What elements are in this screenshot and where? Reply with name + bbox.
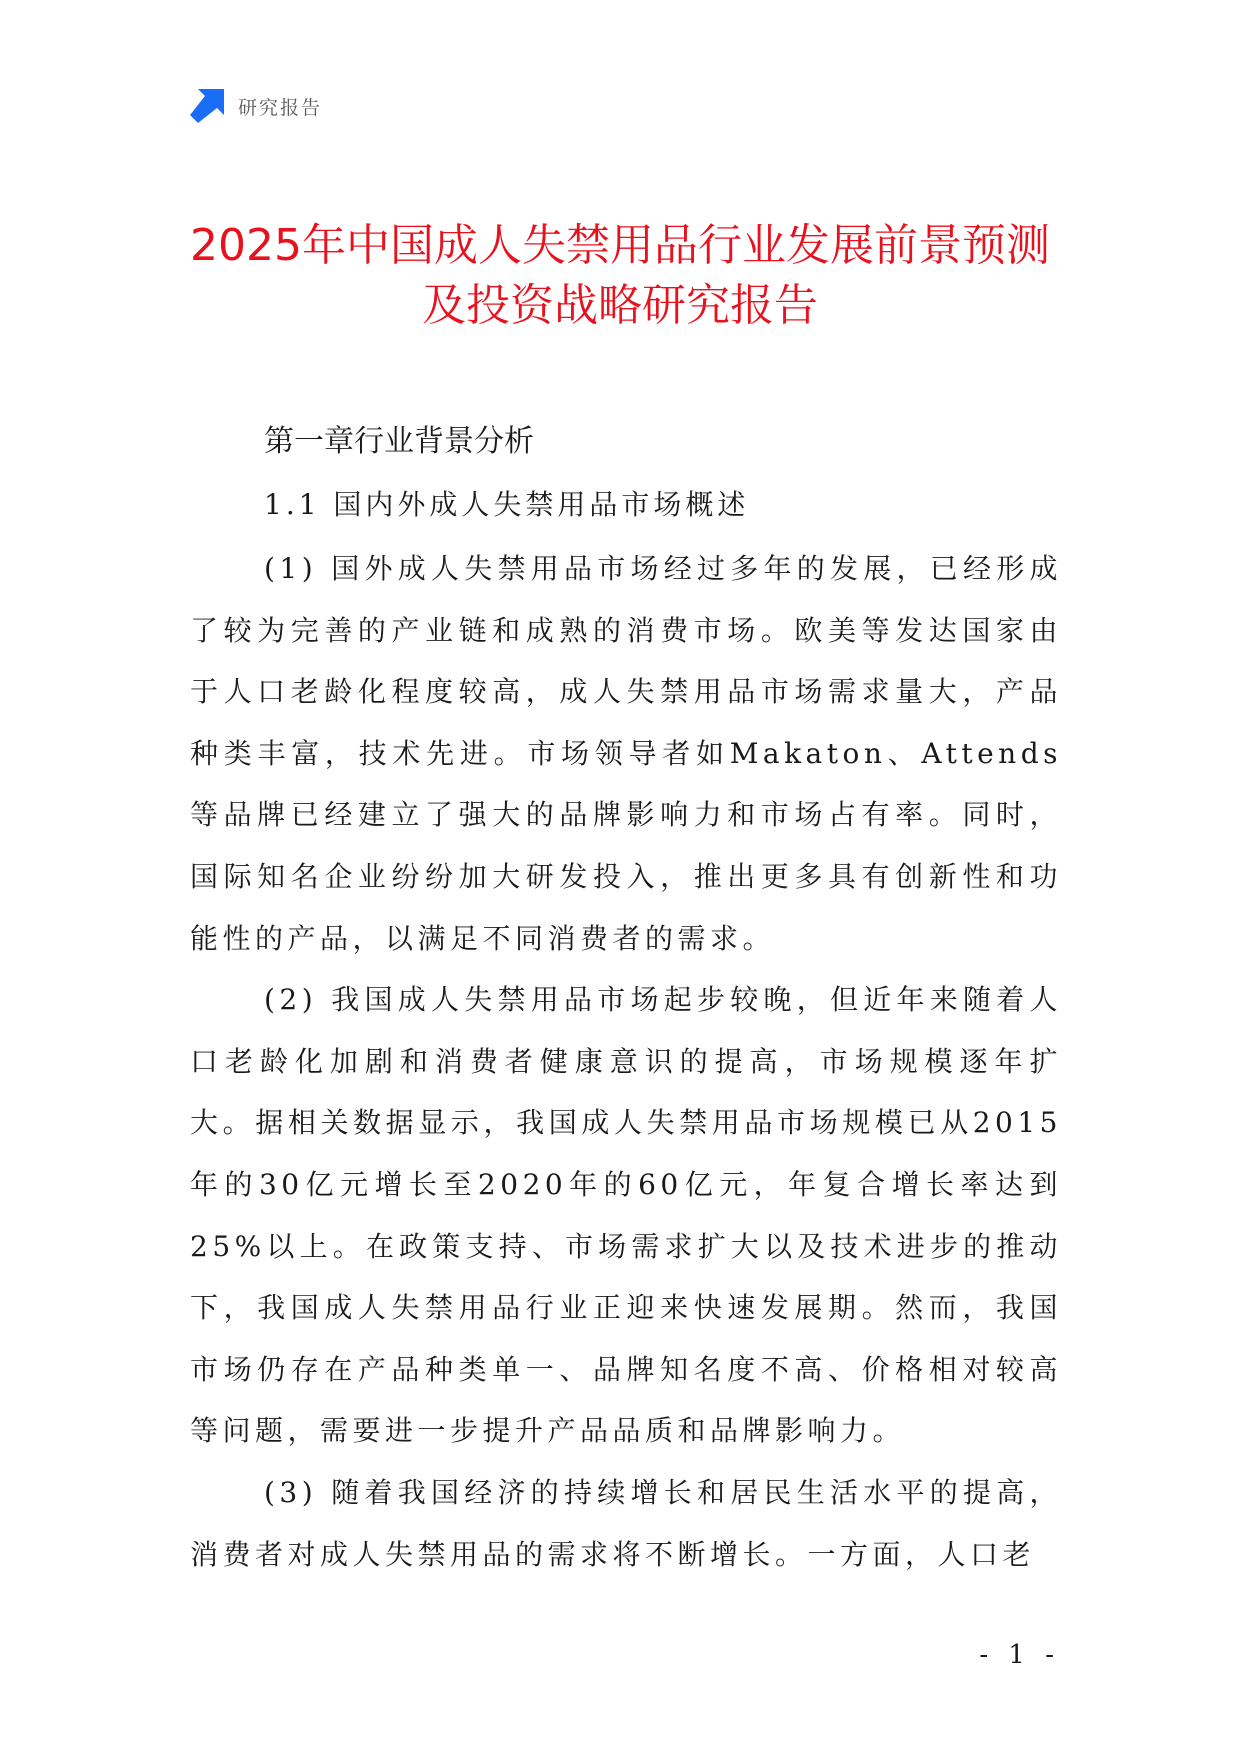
report-body: [190, 416, 1062, 1585]
report-title: 2025年中国成人失禁用品行业发展前景预测及投资战略研究报告: [190, 220, 1050, 331]
chapter-heading: 第一章行业背景分析: [264, 424, 534, 459]
header-label: 研究报告: [238, 96, 323, 119]
arrow-up-right-icon: [190, 89, 224, 123]
paragraph-2: (2) 我国成人失禁用品市场起步较晚，但近年来随着人口老龄化加剧和消费者健康意识的提高，市场规模逐年扩大。据相关数据显示，我国成人失禁用品市场规模已从2015年的30亿元增长至2020年的60亿元，年复合增长率达到25%以上。在政策支持、市场需求扩大以及技术进步的推动下，我国成人失禁用品行业正迎来快速发展期。然而，我国市场仍存在产品种类单一、品牌知名度不高、价格相对较高等问题，需要进一步提升产品品质和品牌影响力。: [190, 983, 1062, 1448]
paragraph-1: (1) 国外成人失禁用品市场经过多年的发展，已经形成了较为完善的产业链和成熟的消费市场。欧美等发达国家由于人口老龄化程度较高，成人失禁用品市场需求量大，产品种类丰富，技术先进。市场领导者如Makaton、Attends等品牌已经建立了强大的品牌影响力和市场占有率。同时，国际知名企业纷纷加大研发投入，推出更多具有创新性和功能性的产品，以满足不同消费者的需求。: [190, 552, 1062, 955]
section-heading: 1.1 国内外成人失禁用品市场概述: [264, 488, 750, 521]
paragraph-3: (3) 随着我国经济的持续增长和居民生活水平的提高，消费者对成人失禁用品的需求将不断增长。一方面，人口老: [190, 1475, 1062, 1571]
page-header: [190, 88, 322, 124]
page-number: - 1 -: [979, 1640, 1060, 1670]
